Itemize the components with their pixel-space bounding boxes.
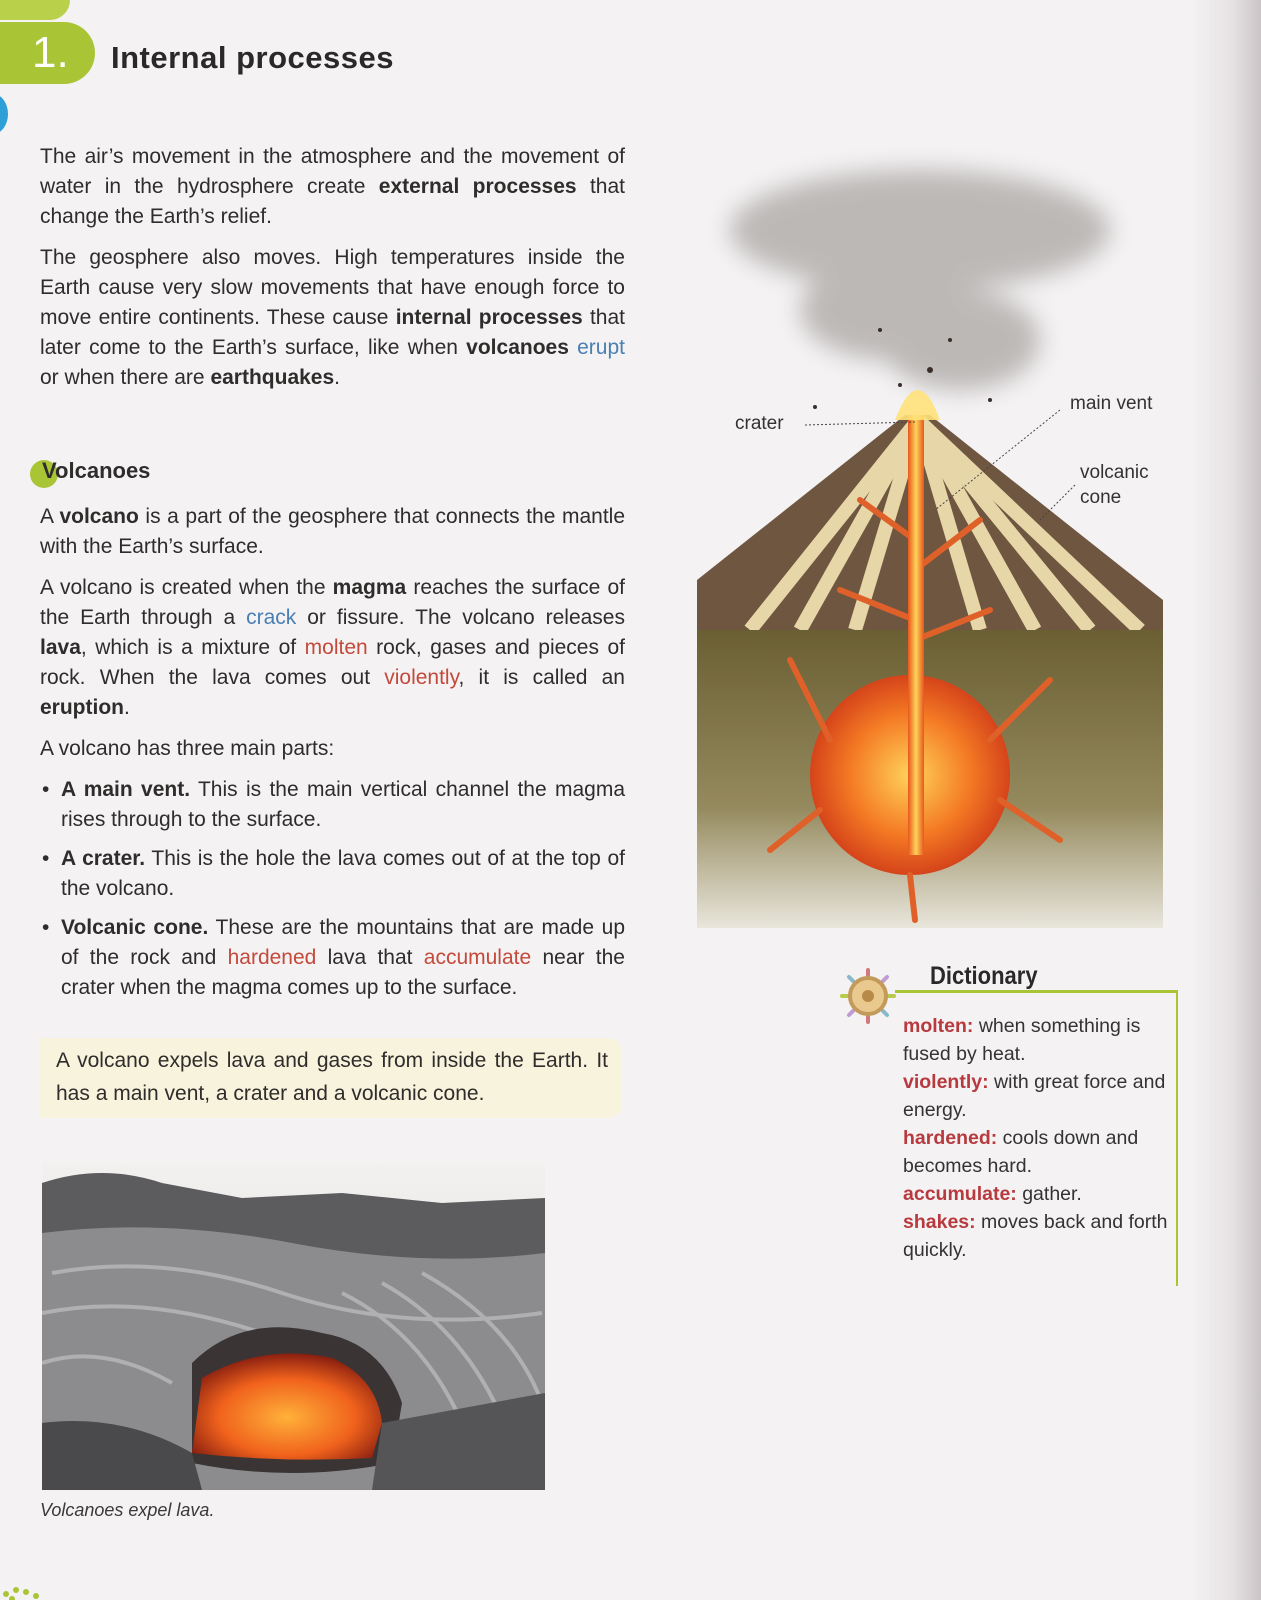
body-paragraph — [40, 502, 625, 562]
text-run: or when there are — [40, 366, 211, 389]
crater-label: crater — [735, 413, 784, 434]
chapter-number: 1. — [32, 28, 69, 77]
glossary-word[interactable]: erupt — [577, 336, 625, 359]
main-vent-label: main vent — [1070, 393, 1153, 414]
key-term: external processes — [378, 175, 577, 198]
ship-wheel-icon — [840, 968, 896, 1024]
dictionary-definition: gather. — [1016, 1183, 1082, 1205]
list-item — [40, 913, 625, 1003]
body-paragraph — [40, 734, 625, 764]
decorative-dots — [0, 1570, 50, 1600]
key-term: internal processes — [395, 306, 583, 329]
key-term: magma — [332, 576, 407, 599]
page-gutter-shadow — [1191, 0, 1261, 1600]
text-run: This is the main vertical channel the magma rises through to the surface. — [61, 778, 625, 831]
glossary-word[interactable]: molten — [304, 636, 368, 659]
volcanic-cone-label: volcanic — [1080, 462, 1149, 483]
bullet-icon: • — [42, 778, 50, 801]
decorative-tab — [0, 0, 70, 20]
dictionary-term: violently: — [903, 1071, 989, 1093]
text-run: These are the mountains that are made up of the rock and — [61, 916, 625, 969]
text-run: that later come to the Earth’s surface, like when — [40, 306, 625, 359]
text-run: lava that — [316, 946, 424, 969]
volcanic-cone-label-2: cone — [1080, 487, 1122, 508]
photo-caption: Volcanoes expel lava. — [40, 1500, 215, 1520]
text-run: rock, gases and pieces of rock. When the lava comes out — [40, 636, 625, 689]
text-run: or fissure. The volcano releases — [296, 606, 625, 629]
dictionary-entry — [903, 1208, 1173, 1264]
text-run: is a part of the geosphere that connects the mantle with the Earth’s surface. — [40, 505, 626, 558]
intro-paragraph — [40, 142, 625, 232]
list-item — [40, 775, 625, 835]
key-term: lava — [40, 636, 81, 659]
text-run: . — [124, 696, 130, 719]
key-term: A main vent. — [61, 778, 191, 801]
key-term: earthquakes — [210, 366, 335, 389]
key-term: eruption — [40, 696, 124, 719]
text-run: The air’s movement in the atmosphere and the movement of water in the hydrosphere create — [40, 145, 625, 198]
text-run: reaches the surface of the Earth through a — [40, 576, 626, 629]
bullet-icon: • — [42, 916, 50, 939]
key-term: A crater. — [61, 847, 146, 870]
volcano-parts-list — [40, 775, 625, 1003]
dictionary-definition: cools down and becomes hard. — [903, 1127, 1139, 1177]
dictionary-rule-vertical — [1176, 990, 1178, 1286]
text-run: A volcano has three main parts: — [40, 737, 335, 760]
dictionary-box — [840, 962, 1180, 1287]
text-run: A volcano is created when the — [40, 576, 333, 599]
dictionary-title: Dictionary — [930, 962, 1038, 990]
dictionary-definition: moves back and forth quickly. — [903, 1211, 1168, 1261]
text-run: that change the Earth’s relief. — [40, 175, 625, 228]
glossary-word[interactable]: hardened — [227, 946, 317, 969]
key-term: Volcanic cone. — [61, 916, 209, 939]
text-run: . — [334, 366, 341, 389]
text-run: , which is a mixture of — [80, 636, 305, 659]
intro-paragraph — [40, 243, 625, 393]
list-item — [40, 844, 625, 904]
chapter-number-tab — [0, 22, 95, 84]
dictionary-term: molten: — [903, 1015, 974, 1037]
glossary-word[interactable]: violently — [384, 666, 459, 689]
key-term: volcanoes — [466, 336, 569, 359]
text-run: The geosphere also moves. High temperatures inside the Earth cause very slow movements that have enough force to move entire continents. These cause — [40, 246, 625, 329]
dictionary-entry — [903, 1068, 1173, 1124]
dictionary-entry — [903, 1124, 1173, 1180]
dictionary-term: accumulate: — [903, 1183, 1017, 1205]
text-run: near the crater when the magma comes up to the surface. — [61, 946, 625, 999]
dictionary-entries — [903, 1012, 1173, 1264]
lava-photo — [42, 1163, 545, 1490]
text-run — [569, 336, 577, 359]
volcano-text — [40, 502, 625, 1012]
volcano-diagram — [690, 140, 1170, 940]
text-run: , it is called an — [458, 666, 625, 689]
key-term: volcano — [59, 505, 139, 528]
dictionary-entry — [903, 1012, 1173, 1068]
dictionary-definition: when something is fused by heat. — [903, 1015, 1141, 1065]
section-heading — [30, 458, 151, 484]
text-run: A — [40, 505, 60, 528]
page-title: Internal processes — [111, 40, 394, 75]
dictionary-entry — [903, 1180, 1173, 1208]
dictionary-term: shakes: — [903, 1211, 976, 1233]
intro-text — [40, 142, 625, 393]
section-title: Volcanoes — [42, 458, 151, 483]
decorative-dot — [0, 94, 8, 134]
dictionary-definition: with great force and energy. — [903, 1071, 1166, 1121]
dictionary-term: hardened: — [903, 1127, 998, 1149]
text-run: This is the hole the lava comes out of at the top of the volcano. — [61, 847, 625, 900]
summary-box: A volcano expels lava and gases from inside the Earth. It has a main vent, a crater and a volcanic cone. — [40, 1038, 622, 1118]
body-paragraph — [40, 573, 625, 723]
bullet-icon: • — [42, 847, 50, 870]
glossary-word[interactable]: crack — [246, 606, 297, 629]
glossary-word[interactable]: accumulate — [423, 946, 532, 969]
